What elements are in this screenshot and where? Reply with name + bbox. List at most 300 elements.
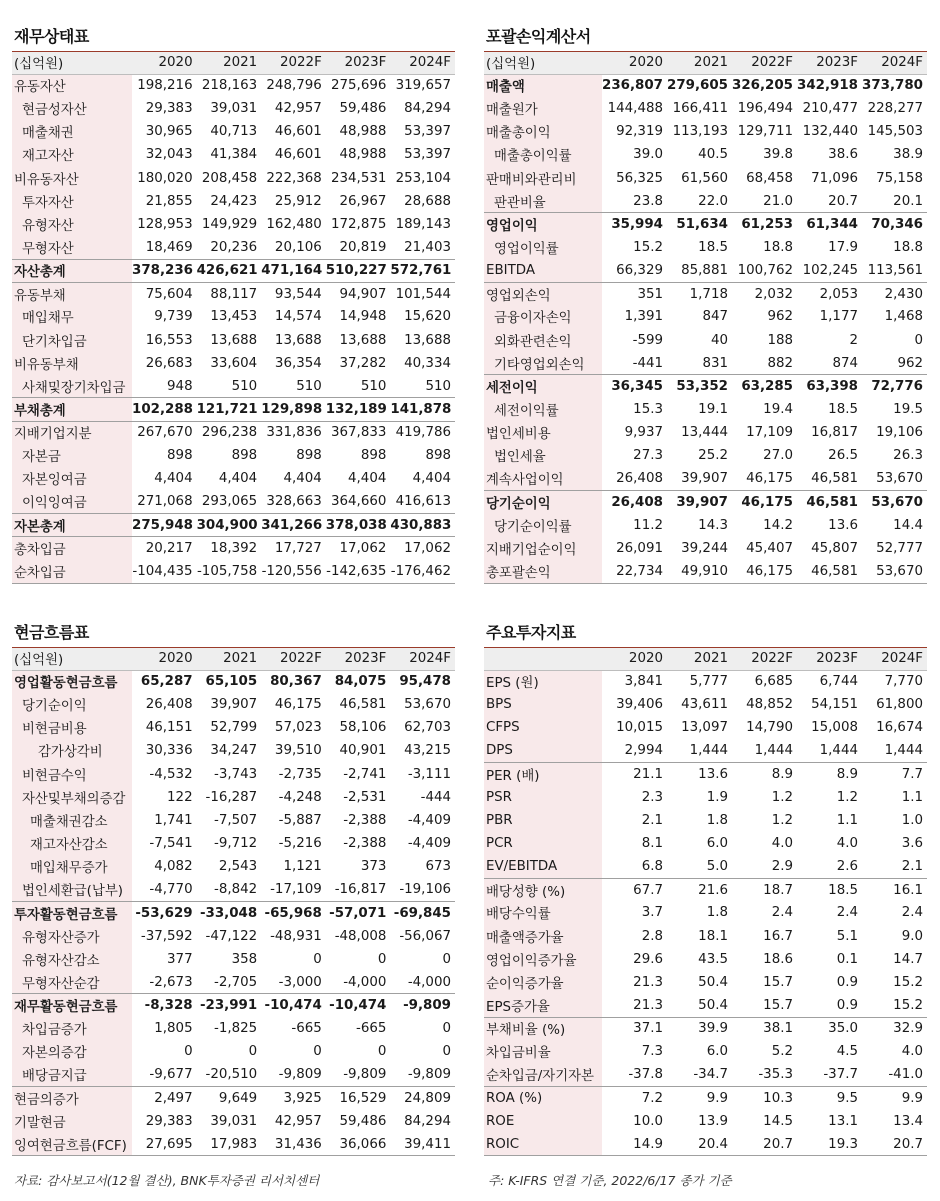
value-cell: 18.1 (698, 928, 728, 944)
value-cell: 26,683 (145, 355, 193, 371)
table-row (484, 1017, 927, 1040)
value-cell: 38.1 (732, 1017, 797, 1040)
header-row (12, 52, 455, 74)
value-cell: 45,807 (811, 540, 858, 556)
row-label: 유형자산 (12, 213, 132, 236)
value-cell: 0 (442, 1021, 451, 1037)
table-row (484, 444, 927, 467)
table-row (12, 421, 455, 444)
value-cell: 7.3 (641, 1044, 663, 1060)
row-label: PSR (484, 786, 602, 809)
value-cell: 16,529 (326, 1087, 391, 1110)
value-cell: -4,770 (149, 882, 193, 898)
cash-flow-panel (12, 618, 455, 1156)
value-cell: 4,082 (154, 859, 193, 875)
table-row (484, 560, 927, 583)
table-row (484, 786, 927, 809)
value-cell: 53,670 (862, 491, 927, 514)
table-row (484, 167, 927, 190)
row-label: 매출원가 (484, 97, 602, 120)
value-cell: 0 (248, 1044, 258, 1060)
value-cell: 10.0 (633, 1113, 663, 1129)
table-row (484, 398, 927, 421)
value-cell: 351 (602, 282, 667, 305)
value-cell: 198,216 (137, 78, 193, 94)
row-label: 유동자산 (12, 74, 132, 97)
value-cell: -2,741 (343, 766, 387, 782)
value-cell: 2,543 (218, 859, 258, 875)
value-cell: 33,604 (210, 355, 258, 371)
value-cell: 13,688 (210, 332, 258, 348)
value-cell: -104,435 (132, 560, 197, 583)
row-label: 자본잉여금 (12, 467, 132, 490)
value-cell: 26.5 (828, 448, 858, 464)
row-label: 부채총계 (12, 398, 132, 421)
value-cell: 234,531 (331, 170, 387, 186)
value-cell: 40,334 (404, 355, 451, 371)
value-cell: 20.7 (732, 1133, 797, 1156)
row-label: 사채및장기차입금 (12, 375, 132, 398)
table-row (484, 537, 927, 560)
value-cell: 0.9 (836, 997, 858, 1013)
year-header: 2020 (602, 52, 667, 74)
value-cell: 132,189 (326, 398, 391, 421)
value-cell: 3.7 (641, 905, 663, 921)
value-cell: 2.8 (641, 928, 663, 944)
value-cell: 51,634 (667, 213, 732, 236)
value-cell: 1,121 (283, 859, 322, 875)
value-cell: 18.8 (893, 240, 923, 256)
value-cell: 6.0 (706, 1044, 728, 1060)
value-cell: 62,703 (404, 720, 451, 736)
value-cell: 364,660 (331, 494, 387, 510)
value-cell: -41.0 (888, 1067, 923, 1083)
value-cell: 2,497 (132, 1087, 197, 1110)
value-cell: 113,193 (672, 124, 728, 140)
value-cell: -9,677 (149, 1067, 193, 1083)
table-row (484, 739, 927, 762)
value-cell: 25.2 (698, 448, 728, 464)
value-cell: -56,067 (399, 928, 451, 944)
row-label: 유동부채 (12, 282, 132, 305)
row-label: 자산및부채의증감 (12, 786, 132, 809)
row-label: 배당성향 (%) (484, 878, 602, 901)
value-cell: 37.1 (602, 1017, 667, 1040)
year-header: 2024F (862, 648, 927, 670)
value-cell: 1.8 (706, 812, 728, 828)
value-cell: 0 (442, 951, 451, 967)
value-cell: 57,023 (274, 720, 322, 736)
value-cell: -7,507 (214, 812, 258, 828)
value-cell: 419,786 (390, 421, 455, 444)
table-row (484, 971, 927, 994)
value-cell: 18.5 (828, 402, 858, 418)
value-cell: 1,805 (154, 1021, 193, 1037)
row-label: 기말현금 (12, 1110, 132, 1133)
value-cell: 1.0 (901, 812, 923, 828)
value-cell: 4.0 (836, 836, 858, 852)
value-cell: 2,994 (624, 743, 663, 759)
value-cell: 18.5 (698, 240, 728, 256)
table-row (484, 213, 927, 236)
table-row (12, 467, 455, 490)
table-row (484, 670, 927, 693)
year-header: 2022F (261, 648, 326, 670)
table-row (12, 693, 455, 716)
table-row (484, 305, 927, 328)
value-cell: 7.7 (862, 763, 927, 786)
value-cell: -441 (632, 355, 663, 371)
cash-flow-title: 현금흐름표 (12, 618, 455, 648)
value-cell: 46,175 (274, 697, 322, 713)
investment-indicators-table (484, 648, 927, 1156)
value-cell: 46,601 (274, 124, 322, 140)
value-cell: 13,688 (274, 332, 322, 348)
value-cell: 48,852 (746, 697, 793, 713)
year-header: 2024F (390, 648, 455, 670)
value-cell: -105,758 (197, 560, 262, 583)
value-cell: 2.9 (771, 858, 793, 874)
value-cell: 46,581 (797, 491, 862, 514)
row-label: 이익잉여금 (12, 491, 132, 514)
value-cell: 63,285 (732, 375, 797, 398)
table-row (12, 971, 455, 994)
value-cell: -9,809 (278, 1067, 322, 1083)
table-row (12, 444, 455, 467)
value-cell: 21,403 (404, 239, 451, 255)
value-cell: 196,494 (737, 101, 793, 117)
value-cell: 228,277 (867, 101, 923, 117)
value-cell: -37,592 (140, 928, 193, 944)
row-label: DPS (484, 739, 602, 762)
row-label: 당기순이익률 (484, 514, 602, 537)
value-cell: 2.1 (901, 858, 923, 874)
row-label: 금융이자손익 (484, 305, 602, 328)
value-cell: 46,581 (811, 471, 858, 487)
table-row (12, 1087, 455, 1110)
value-cell: 0 (442, 1044, 451, 1060)
value-cell: 39,907 (667, 491, 732, 514)
basis-note: 주: K-IFRS 연결 기준, 2022/6/17 종가 기준 (488, 1173, 732, 1188)
value-cell: 7.2 (602, 1087, 667, 1110)
value-cell: 53,397 (404, 124, 451, 140)
value-cell: -4,532 (149, 766, 193, 782)
value-cell: 41,384 (210, 147, 258, 163)
value-cell: -48,008 (334, 928, 387, 944)
table-row (12, 514, 455, 537)
value-cell: 46,581 (797, 560, 862, 583)
table-row (12, 786, 455, 809)
unit-label: (십억원) (12, 52, 132, 74)
table-row (484, 143, 927, 166)
value-cell: 39.0 (633, 147, 663, 163)
value-cell: 18,469 (145, 239, 193, 255)
row-label: 차입금비율 (484, 1040, 602, 1063)
value-cell: 18.8 (763, 240, 793, 256)
value-cell: 49,910 (667, 560, 732, 583)
row-label: 영업이익증가율 (484, 948, 602, 971)
value-cell: 36,066 (326, 1133, 391, 1156)
balance-sheet-title: 재무상태표 (12, 22, 455, 52)
value-cell: 75,604 (132, 282, 197, 305)
value-cell: 1.1 (836, 812, 858, 828)
value-cell: 39,907 (681, 471, 728, 487)
value-cell: 9,937 (624, 425, 663, 441)
row-label: ROA (%) (484, 1087, 602, 1110)
table-row (484, 855, 927, 878)
value-cell: 13.6 (828, 517, 858, 533)
table-row (484, 74, 927, 97)
table-row (12, 329, 455, 352)
value-cell: 32,043 (145, 147, 193, 163)
row-label: 세전이익률 (484, 398, 602, 421)
row-label: 비유동자산 (12, 167, 132, 190)
value-cell: 17,062 (390, 537, 455, 560)
value-cell: 510 (231, 378, 258, 394)
value-cell: 93,544 (261, 282, 326, 305)
table-row (484, 878, 927, 901)
value-cell: 275,948 (132, 514, 197, 537)
row-label: 비현금비용 (12, 716, 132, 739)
value-cell: 80,367 (270, 674, 322, 690)
value-cell: -37.7 (823, 1067, 858, 1083)
row-label: 판관비율 (484, 190, 602, 213)
value-cell: 6,685 (754, 674, 793, 690)
year-header: 2024F (862, 52, 927, 74)
value-cell: 5.2 (771, 1044, 793, 1060)
income-statement-panel (484, 22, 927, 584)
value-cell: 222,368 (266, 170, 322, 186)
value-cell: 377 (167, 951, 193, 967)
table-row (12, 832, 455, 855)
value-cell: 11.2 (633, 517, 663, 533)
value-cell: -9,809 (343, 1067, 387, 1083)
table-row (12, 398, 455, 421)
value-cell: 4.0 (901, 1044, 923, 1060)
table-row (484, 809, 927, 832)
year-header: 2023F (797, 52, 862, 74)
table-row (12, 375, 455, 398)
value-cell: 48,988 (339, 124, 387, 140)
value-cell: 6.0 (706, 836, 728, 852)
table-row (12, 213, 455, 236)
value-cell: 53,670 (862, 560, 927, 583)
value-cell: 180,020 (137, 170, 193, 186)
value-cell: 121,721 (197, 398, 262, 421)
value-cell: 331,836 (261, 421, 326, 444)
value-cell: -4,000 (407, 974, 451, 990)
value-cell: 1,468 (884, 309, 923, 325)
value-cell: 40 (710, 332, 728, 348)
table-row (12, 167, 455, 190)
value-cell: 0 (377, 1044, 387, 1060)
value-cell: 20.4 (667, 1133, 732, 1156)
table-row (12, 1063, 455, 1086)
value-cell: 2.4 (901, 905, 923, 921)
year-header: 2021 (667, 52, 732, 74)
value-cell: 1,444 (819, 743, 858, 759)
row-label: 투자자산 (12, 190, 132, 213)
value-cell: 1.1 (901, 789, 923, 805)
value-cell: 218,163 (201, 78, 258, 94)
value-cell: 27,695 (132, 1133, 197, 1156)
table-row (12, 190, 455, 213)
value-cell: 84,294 (404, 101, 451, 117)
row-label: 순이익증가율 (484, 971, 602, 994)
investment-indicators-title: 주요투자지표 (484, 618, 927, 648)
unit-label (484, 648, 602, 670)
value-cell: 572,761 (390, 259, 455, 282)
value-cell: 43,215 (404, 743, 451, 759)
row-label: 외화관련손익 (484, 329, 602, 352)
value-cell: 56,325 (616, 170, 663, 186)
value-cell: 26,967 (339, 193, 387, 209)
value-cell: 95,478 (399, 674, 451, 690)
value-cell: 40.5 (698, 147, 728, 163)
value-cell: 19.4 (763, 402, 793, 418)
table-row (484, 693, 927, 716)
value-cell: 8.9 (797, 763, 862, 786)
year-header: 2023F (326, 52, 391, 74)
year-header: 2021 (667, 648, 732, 670)
table-row (12, 739, 455, 762)
value-cell: 4,404 (218, 471, 258, 487)
row-label: 재고자산 (12, 143, 132, 166)
value-cell: 39.9 (667, 1017, 732, 1040)
value-cell: 9.9 (667, 1087, 732, 1110)
value-cell: 20.7 (828, 193, 858, 209)
year-header: 2022F (732, 648, 797, 670)
value-cell: 53,397 (404, 147, 451, 163)
value-cell: -2,531 (343, 789, 387, 805)
value-cell: 510 (360, 378, 387, 394)
header-row (484, 52, 927, 74)
value-cell: 84,294 (404, 1113, 451, 1129)
value-cell: 22,734 (602, 560, 667, 583)
value-cell: 39,031 (210, 1113, 258, 1129)
table-row (484, 190, 927, 213)
value-cell: 326,205 (732, 78, 793, 94)
row-label: 부채비율 (%) (484, 1017, 602, 1040)
value-cell: 15.2 (633, 240, 663, 256)
table-row (12, 994, 455, 1017)
value-cell: 66,329 (616, 262, 663, 278)
value-cell: 26,408 (145, 697, 193, 713)
row-label: 자산총계 (12, 259, 132, 282)
table-row (484, 259, 927, 282)
year-header: 2024F (390, 52, 455, 74)
value-cell: 19.1 (698, 402, 728, 418)
value-cell: 54,151 (811, 697, 858, 713)
value-cell: 21.6 (667, 878, 732, 901)
value-cell: 20,819 (339, 239, 387, 255)
value-cell: 46,175 (732, 491, 797, 514)
value-cell: 26.3 (893, 448, 923, 464)
value-cell: 85,881 (681, 262, 728, 278)
value-cell: 149,929 (201, 216, 258, 232)
value-cell: 129,898 (261, 398, 326, 421)
income-statement-title: 포괄손익계산서 (484, 22, 927, 52)
year-header: 2023F (326, 648, 391, 670)
value-cell: 100,762 (737, 262, 793, 278)
row-label: 감가상각비 (12, 739, 132, 762)
table-row (12, 97, 455, 120)
value-cell: 15.7 (763, 974, 793, 990)
row-label: EV/EBITDA (484, 855, 602, 878)
value-cell: 25,912 (274, 193, 322, 209)
value-cell: 1.2 (771, 789, 793, 805)
value-cell: 208,458 (201, 170, 258, 186)
value-cell: 1,741 (154, 812, 193, 828)
value-cell: 38.6 (828, 147, 858, 163)
value-cell: 328,663 (266, 494, 322, 510)
value-cell: -444 (420, 789, 451, 805)
value-cell: 510 (296, 378, 322, 394)
value-cell: 29,383 (145, 101, 193, 117)
value-cell: 35,994 (602, 213, 667, 236)
value-cell: 13.6 (667, 763, 732, 786)
value-cell: 4.5 (836, 1044, 858, 1060)
unit-label: (십억원) (12, 648, 132, 670)
row-label: 재무활동현금흐름 (12, 994, 132, 1017)
value-cell: 373 (360, 859, 387, 875)
value-cell: 1,444 (884, 743, 923, 759)
value-cell: 898 (296, 448, 322, 464)
value-cell: 59,486 (339, 101, 387, 117)
value-cell: 84,075 (334, 674, 387, 690)
value-cell: 30,965 (145, 124, 193, 140)
value-cell: -16,287 (205, 789, 258, 805)
value-cell: 14.4 (893, 517, 923, 533)
value-cell: 20.7 (862, 1133, 927, 1156)
year-header: 2021 (197, 648, 262, 670)
table-row (12, 1040, 455, 1063)
value-cell: 45,407 (746, 540, 793, 556)
value-cell: 128,953 (137, 216, 193, 232)
row-label: 매출채권 (12, 120, 132, 143)
value-cell: 236,807 (602, 78, 663, 94)
table-row (484, 120, 927, 143)
value-cell: 2,032 (732, 282, 797, 305)
value-cell: 22.0 (698, 193, 728, 209)
row-label: PBR (484, 809, 602, 832)
value-cell: 14.9 (602, 1133, 667, 1156)
table-row (12, 282, 455, 305)
value-cell: 43,611 (681, 697, 728, 713)
value-cell: -3,743 (214, 766, 258, 782)
value-cell: 36,354 (274, 355, 322, 371)
value-cell: 24,423 (210, 193, 258, 209)
year-header: 2020 (602, 648, 667, 670)
value-cell: 898 (425, 448, 451, 464)
row-label: 투자활동현금흐름 (12, 901, 132, 924)
value-cell: 378,236 (132, 259, 197, 282)
value-cell: 8.1 (641, 836, 663, 852)
table-row (484, 901, 927, 924)
row-label: 매입채무 (12, 305, 132, 328)
value-cell: 2,053 (797, 282, 862, 305)
value-cell: 39.8 (763, 147, 793, 163)
table-row (12, 763, 455, 786)
row-label: PER (배) (484, 763, 602, 786)
value-cell: 1.2 (836, 789, 858, 805)
table-row (12, 236, 455, 259)
value-cell: 3.6 (901, 836, 923, 852)
row-label: 당기순이익 (484, 491, 602, 514)
value-cell: -35.3 (758, 1067, 793, 1083)
value-cell: 17,983 (197, 1133, 262, 1156)
value-cell: 20.1 (893, 193, 923, 209)
